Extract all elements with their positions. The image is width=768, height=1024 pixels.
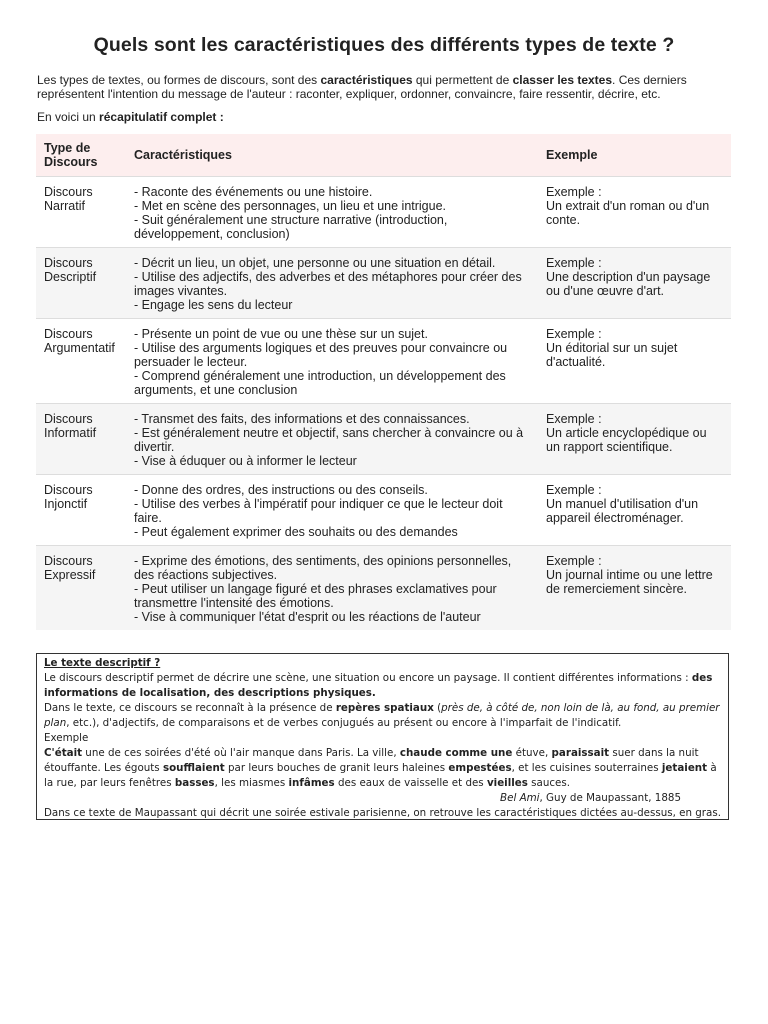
trait-line: - Vise à éduquer ou à informer le lecteur bbox=[134, 454, 357, 468]
quote-text: à la rue, par leurs fenêtres bbox=[44, 762, 717, 789]
trait-line: - Peut utiliser un langage figuré et des phrases exclamatives pour transmettre l'intensité des émotions. bbox=[134, 582, 497, 610]
quote-bold-word: C'était bbox=[44, 747, 83, 759]
intro-bold-characteristics: caractéristiques bbox=[320, 73, 413, 87]
example-text: Un éditorial sur un sujet d'actualité. bbox=[546, 341, 678, 369]
header-characteristics: Caractéristiques bbox=[126, 134, 538, 177]
summary-text: En voici un bbox=[37, 110, 100, 124]
header-type: Type de Discours bbox=[36, 134, 126, 177]
quote-bold-word: chaude comme une bbox=[399, 747, 513, 759]
row-traits bbox=[126, 319, 538, 404]
intro-paragraph bbox=[37, 73, 732, 101]
example-text: Une description d'un paysage ou d'une œuvre d'art. bbox=[546, 270, 711, 298]
box-bold: repères spatiaux bbox=[335, 702, 434, 714]
trait-line: - Comprend généralement une introduction, un développement des arguments, et une conclusion bbox=[134, 369, 506, 397]
box-text: Le discours descriptif permet de décrire une scène, une situation ou encore un paysage. Il contient différentes informations : bbox=[44, 672, 692, 684]
quote-bold-word: soufflaient bbox=[162, 762, 225, 774]
trait-line: - Présente un point de vue ou une thèse sur un sujet. bbox=[134, 327, 428, 341]
quote-text: étuve, bbox=[512, 747, 552, 759]
row-type: Discours Descriptif bbox=[36, 248, 126, 319]
quote-source bbox=[44, 791, 721, 806]
row-example bbox=[538, 475, 731, 546]
table-row bbox=[36, 404, 731, 475]
table-row bbox=[36, 177, 731, 248]
table-row bbox=[36, 546, 731, 631]
example-label: Exemple : bbox=[546, 185, 602, 199]
page-title: Quels sont les caractéristiques des différents types de texte ? bbox=[93, 34, 675, 56]
trait-line: - Engage les sens du lecteur bbox=[134, 298, 293, 312]
trait-line: - Vise à communiquer l'état d'esprit ou les réactions de l'auteur bbox=[134, 610, 481, 624]
table-row bbox=[36, 248, 731, 319]
trait-line: - Utilise des arguments logiques et des preuves pour convaincre ou persuader le lecteur. bbox=[134, 341, 508, 369]
quote-text: sauces. bbox=[527, 777, 570, 789]
quote-text: des eaux de vaisselle et des bbox=[334, 777, 487, 789]
box-text: , etc.), d'adjectifs, de comparaisons et de verbes conjugués au présent ou encore à l'imparfait de l'indicatif. bbox=[66, 717, 622, 729]
box-conclusion: Dans ce texte de Maupassant qui décrit une soirée estivale parisienne, on retrouve les caractéristiques dictées au-dessus, en gras. bbox=[44, 807, 721, 819]
quote-text: par leurs bouches de granit leurs haleines bbox=[224, 762, 449, 774]
box-text: Dans le texte, ce discours se reconnaît à la présence de bbox=[44, 702, 336, 714]
quote-bold-word: paraissait bbox=[551, 747, 610, 759]
source-title: Bel Ami bbox=[500, 792, 540, 804]
row-example bbox=[538, 248, 731, 319]
example-label: Exemple : bbox=[546, 327, 602, 341]
trait-line: - Décrit un lieu, un objet, une personne ou une situation en détail. bbox=[134, 256, 496, 270]
quote-bold-word: jetaient bbox=[661, 762, 708, 774]
quote-text: suer dans la nuit étouffante. Les égouts bbox=[44, 747, 699, 774]
box-paragraph-2 bbox=[44, 701, 721, 731]
table-row bbox=[36, 319, 731, 404]
table-header-row bbox=[36, 134, 731, 177]
row-type: Discours Injonctif bbox=[44, 483, 93, 511]
example-text: Un article encyclopédique ou un rapport scientifique. bbox=[546, 426, 707, 454]
box-italic: près de, à côté de, non loin de là, au fond, au premier plan bbox=[44, 702, 720, 729]
source-rest: , Guy de Maupassant, 1885 bbox=[539, 792, 681, 804]
row-type: Discours Argumentatif bbox=[44, 327, 115, 355]
summary-bold: récapitulatif complet : bbox=[99, 110, 224, 124]
example-label: Exemple : bbox=[546, 554, 602, 568]
quote-text: une de ces soirées d'été où l'air manque dans Paris. La ville, bbox=[82, 747, 400, 759]
trait-line: - Met en scène des personnages, un lieu et une intrigue. bbox=[134, 199, 447, 213]
box-paragraph-1 bbox=[44, 671, 721, 701]
trait-line: - Transmet des faits, des informations et des connaissances. bbox=[134, 412, 470, 426]
row-example bbox=[538, 177, 731, 248]
example-label: Exemple : bbox=[546, 256, 602, 270]
trait-line: - Utilise des adjectifs, des adverbes et des métaphores pour créer des images vivantes. bbox=[134, 270, 522, 298]
intro-text: qui permettent de bbox=[412, 73, 513, 87]
intro-bold-classify: classer les textes bbox=[512, 73, 613, 87]
trait-line: - Raconte des événements ou une histoire. bbox=[134, 185, 373, 199]
discourse-types-table bbox=[36, 134, 731, 630]
example-text: Un manuel d'utilisation d'un appareil électroménager. bbox=[546, 497, 699, 525]
quote-bold-word: basses bbox=[174, 777, 215, 789]
intro-text: Les types de textes, ou formes de discours, sont des bbox=[37, 73, 321, 87]
box-example-heading: Exemple bbox=[44, 732, 89, 744]
box-title: Le texte descriptif ? bbox=[44, 657, 161, 669]
row-type: Discours Expressif bbox=[36, 546, 126, 631]
intro-text: . Ces derniers représentent l'intention du message de l'auteur : raconter, expliquer, ordonner, convaincre, faire ressentir, décrire, etc. bbox=[37, 73, 687, 101]
trait-line: - Peut également exprimer des souhaits ou des demandes bbox=[134, 525, 458, 539]
trait-line: - Exprime des émotions, des sentiments, des opinions personnelles, des réactions subjectives. bbox=[134, 554, 512, 582]
row-example bbox=[538, 404, 731, 475]
quote-text: , les miasmes bbox=[214, 777, 289, 789]
row-traits bbox=[126, 475, 538, 546]
row-example bbox=[538, 546, 731, 631]
trait-line: - Donne des ordres, des instructions ou des conseils. bbox=[134, 483, 428, 497]
trait-line: - Utilise des verbes à l'impératif pour indiquer ce que le lecteur doit faire. bbox=[134, 497, 503, 525]
row-traits bbox=[126, 546, 538, 631]
quote-bold-word: infâmes bbox=[288, 777, 335, 789]
descriptive-text-box bbox=[36, 653, 729, 820]
example-text: Un journal intime ou une lettre de remerciement sincère. bbox=[546, 568, 713, 596]
row-traits bbox=[126, 177, 538, 248]
header-example: Exemple bbox=[538, 134, 731, 177]
row-type: Discours Informatif bbox=[36, 404, 126, 475]
row-type: Discours Narratif bbox=[44, 185, 93, 213]
box-text: ( bbox=[433, 702, 442, 714]
box-bold: des informations de localisation, des descriptions physiques. bbox=[44, 672, 713, 699]
row-traits bbox=[126, 404, 538, 475]
table-row bbox=[36, 475, 731, 546]
quote-bold-word: empestées bbox=[448, 762, 512, 774]
maupassant-quote bbox=[44, 746, 721, 791]
example-label: Exemple : bbox=[546, 483, 602, 497]
trait-line: - Suit généralement une structure narrative (introduction, développement, conclusion) bbox=[134, 213, 448, 241]
example-text: Un extrait d'un roman ou d'un conte. bbox=[546, 199, 710, 227]
quote-bold-word: vieilles bbox=[486, 777, 528, 789]
example-label: Exemple : bbox=[546, 412, 602, 426]
trait-line: - Est généralement neutre et objectif, sans chercher à convaincre ou à divertir. bbox=[134, 426, 524, 454]
quote-text: , et les cuisines souterraines bbox=[511, 762, 662, 774]
row-traits bbox=[126, 248, 538, 319]
row-example bbox=[538, 319, 731, 404]
summary-line bbox=[37, 110, 224, 124]
